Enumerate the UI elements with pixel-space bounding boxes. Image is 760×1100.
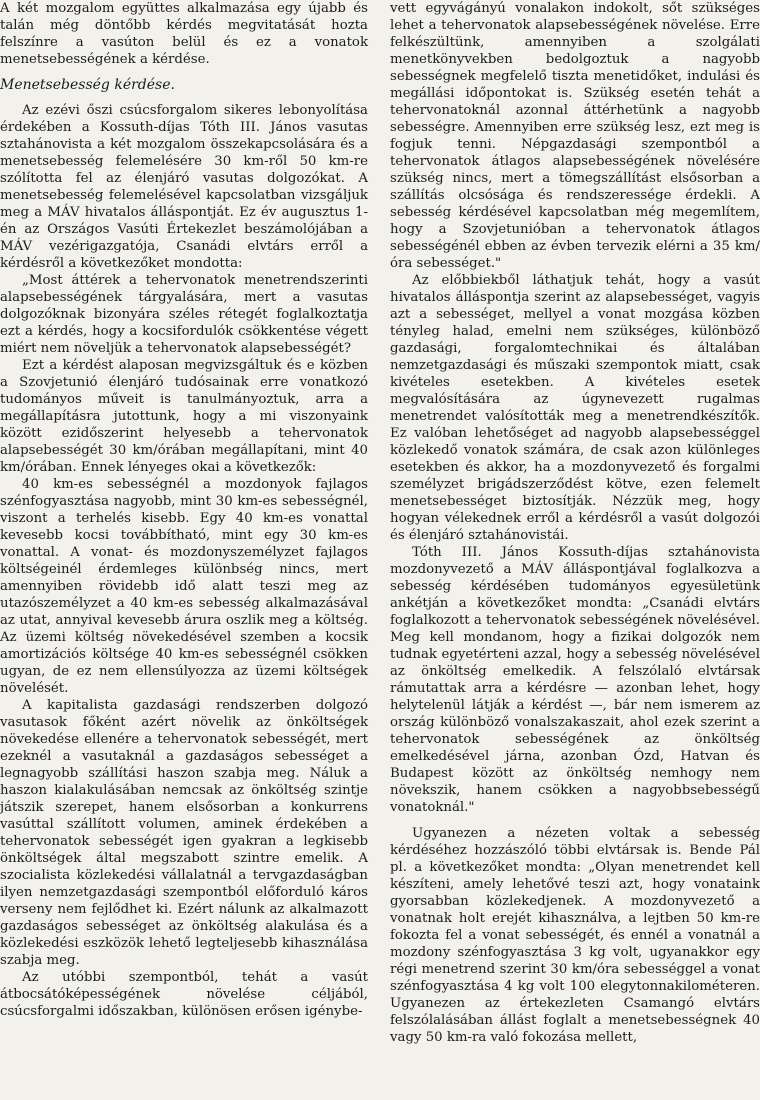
paragraph-bende-statement: Ugyanezen a nézeten voltak a sebesség kérdéséhez hozzászóló többi elvtársak is. Bende Pál pl. a következőket mondta: „Olyan menetrendet kell készíteni, amely lehetővé teszi azt, hogy vonataink gyorsabban közlekedjenek. A mozdonyvezető a vonatnak holt erejét kihasználva, a lejtben 50 km-re fokozta fel a vonat sebességét, és ennél a vonatnál a mozdony szénfogyasztása 3 kg volt, ugyanakkor egy régi menetrend szerint 30 km/óra sebességgel a vonat szénfogyasztása 4 kg volt 100 elegytonnakilométeren. Ugyanezen az értekezleten Csamangó elvtárs felszólalásában állást foglalt a menetsebességnek 40 vagy 50 km-ra való fokozása mellett, [390,826,760,1045]
paragraph-throughput: Az utóbbi szempontból, tehát a vasút átbocsátóképességének növelése céljából, csúcsforgalmi időszakban, különösen erősen igénybe- [0,970,368,1019]
paragraph-cost-comparison: 40 km-es sebességnél a mozdonyok fajlagos szénfogyasztása nagyobb, mint 30 km-es sebességnél, viszont a terhelés kisebb. Egy 40 km-es vonattal kevesebb kocsi továbbítható, mint egy 30 km-es vonattal. A vonat- és mozdonyszemélyzet fajlagos költségeinél érdemleges különbség nincs, mert amennyiben rövidebb idő alatt teszi meg az utazószemélyzet a 40 km-es sebesség alkalmazásával az utat, annyival kevesebb árura oszlik meg a költség. Az üzemi költség növekedésével szemben a kocsik amortizációs költsége 40 km-es sebességnél csökken ugyan, de ez nem ellensúlyozza az üzemi költségek növelését. [0,477,368,696]
paragraph-quote-start: „Most áttérek a tehervonatok menetrendszerinti alapsebességének tárgyalására, mert a vasutas dolgozóknak bizonyára széles rétegét foglalkoztatja ezt a kérdés, hogy a kocsifordulók csökkentése végett miért nem növeljük a tehervonatok alapsebességét? [0,273,368,356]
intro-paragraph: A két mozgalom együttes alkalmazása egy újabb és talán még döntőbb kérdés megvitatását hozta felszínre a vasúton belül és ez a vonatok menetsebességének a kérdése. [0,1,368,67]
paragraph-call-to-workers: Az ezévi őszi csúcsforgalom sikeres lebonyolítása érdekében a Kossuth-díjas Tóth III. János vasutas sztahánovista a két mozgalom összekapcsolására és a menetsebesség felemelésére 30 km-ről 50 km-re szólította fel az élenjáró vasutas dolgozókat. A menetsebesség felemelésével kapcsolatban vizsgáljuk meg a MÁV hivatalos álláspontját. Ez év augusztus 1-én az Országos Vasúti Értekezlet beszámolójában a MÁV vezérigazgatója, Csanádi elvtárs erről a kérdésről a következőket mondotta: [0,103,368,271]
section-heading: Menetsebesség kérdése. [0,77,175,93]
paragraph-investigation: Ezt a kérdést alaposan megvizsgáltuk és e közben a Szovjetunió élenjáró tudósainak erre vonatkozó tudományos műveit is tanulmányoztuk, arra a megállapításra jutottunk, hogy a mi viszonyaink között ezidőszerint helyesebb a tehervonatok alapsebességét 30 km/órában megállapítani, mint 40 km/órában. Ennek lényeges okai a következők: [0,358,368,475]
left-column [0,0,368,1020]
right-column [390,0,760,1046]
paragraph-quote-end: vett egyvágányú vonalakon indokolt, sőt szükséges lehet a tehervonatok alapsebességének növelése. Erre felkészültünk, amennyiben a szolgálati menetkönyvekben bedolgoztuk a nagyobb sebességnek megfelelő tiszta menetidőket, indulási és megállási időpontokat is. Szükség esetén tehát a tehervonatoknál azonnal áttérhetünk a nagyobb sebességre. Amennyiben erre szükség lesz, ezt meg is fogjuk tenni. Népgazdasági szempontból a tehervonatok átlagos alapsebességének növelésére szükség nincs, mert a tömegszállítást elsősorban a szállítás olcsósága és rendszeressége érdekli. A sebesség kérdésével kapcsolatban még megemlítem, hogy a Szovjetunióban a tehervonatok átlagos sebességénél ebben az évben tervezik elérni a 35 km/óra sebességet." [390,1,760,271]
paragraph-official-position: Az előbbiekből láthatjuk tehát, hogy a vasút hivatalos álláspontja szerint az alapsebességet, vagyis azt a sebességet, mellyel a vonat mozgása közben tényleg halad, emelni nem szükséges, különböző gazdasági, forgalomtechnikai és általában nemzetgazdasági és műszaki szempontok miatt, csak kivételes esetekben. A kivételes esetek megvalósítására az úgynevezett rugalmas menetrendet valósították meg a menetrendkészítők. Ez valóban lehetőséget ad nagyobb alapsebességgel közlekedő vonatok számára, de csak azon különleges esetekben és akkor, ha a mozdonyvezető és forgalmi személyzet brigádszerződést kötve, ezen felemelt menetsebességet biztosítják. Nézzük meg, hogy hogyan vélekednek erről a kérdésről a vasút dolgozói és élenjáró sztahánovistái. [390,273,760,543]
paragraph-capitalist-systems: A kapitalista gazdasági rendszerben dolgozó vasutasok főként azért növelik az önköltségek növekedése ellenére a tehervonatok sebességét, mert ezeknél a vasutaknál a gazdaságos sebességet a legnagyobb szállítási haszon szabja meg. Náluk a haszon kialakulásában nemcsak az önköltség szintje játszik szerepet, hanem elsősorban a konkurrens vasúttal szállított volumen, aminek érdekében a tehervonatok sebességét igen gyakran a legkisebb önköltségek által megszabott szintre emelik. A szocialista közlekedési vállalatnál a tervgazdaságban ilyen nemzetgazdasági szempontból előforduló káros verseny nem fejlődhet ki. Ezért nálunk az alkalmazott gazdaságos sebességet az önköltség alakulása és a közlekedési eszközök lehető legteljesebb kihasználása szabja meg. [0,698,368,968]
paragraph-toth-statement: Tóth III. János Kossuth-díjas sztahánovista mozdonyvezető a MÁV álláspontjával foglalkozva a sebesség kérdésében tudományos egyesületünk ankétján a következőket mondta: „Csanádi elvtárs foglalkozott a tehervonatok sebességének növelésével. Meg kell mondanom, hogy a fizikai dolgozók nem tudnak egyetérteni azzal, hogy a sebesség növelésével az önköltség emelkedik. A felszólaló elvtársak rámutattak arra a kérdésre — azonban lehet, hogy helytelenül látják a kérdést —, bár nem ismerem az ország különböző vonalszakaszait, ahol ezek szerint a tehervonatok sebességének az önköltség emelkedésével járna, azonban Ózd, Hatvan és Budapest között az önköltség nemhogy nem növekszik, hanem csökken a nagyobbsebességű vonatoknál." [390,545,760,815]
